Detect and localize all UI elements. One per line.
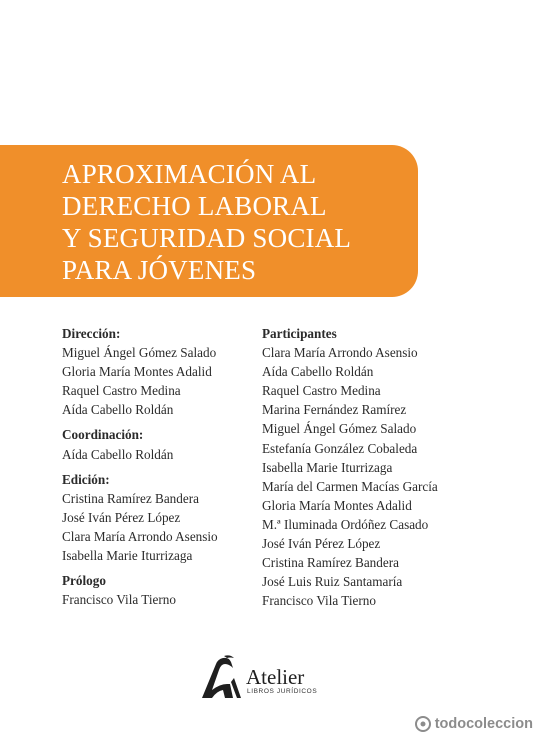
person-name: Aída Cabello Roldán — [62, 402, 174, 418]
person-name: Isabella Marie Iturrizaga — [262, 459, 393, 475]
person-name: Estefanía González Cobaleda — [262, 440, 418, 456]
watermark-text: todocoleccion — [434, 716, 533, 732]
person-name: Aída Cabello Roldán — [62, 446, 174, 462]
person-name: Aída Cabello Roldán — [262, 364, 374, 380]
section-heading: Prólogo — [62, 573, 106, 589]
section-heading: Edición: — [62, 471, 110, 487]
credits-left-column — [62, 324, 257, 615]
person-name: Miguel Ángel Gómez Salado — [262, 421, 417, 437]
section-edicion — [62, 470, 257, 565]
person-name: José Luis Ruiz Santamaría — [262, 574, 403, 590]
title-line: PARA JÓVENES — [62, 255, 257, 285]
credits-right-column — [262, 324, 532, 610]
person-name: Clara María Arrondo Asensio — [62, 528, 218, 544]
title-line: DERECHO LABORAL — [62, 191, 327, 221]
person-name: Raquel Castro Medina — [262, 383, 381, 399]
person-name: Francisco Vila Tierno — [62, 592, 176, 608]
title-line: APROXIMACIÓN AL — [62, 159, 317, 189]
section-heading: Dirección: — [62, 326, 121, 341]
person-name: Gloria María Montes Adalid — [62, 364, 212, 380]
person-name: Isabella Marie Iturrizaga — [62, 548, 193, 564]
person-name: Clara María Arrondo Asensio — [262, 345, 418, 361]
person-name: Marina Fernández Ramírez — [262, 402, 407, 418]
person-name: Miguel Ángel Gómez Salado — [62, 345, 217, 361]
section-coordinacion — [62, 425, 257, 463]
todocoleccion-logo-icon — [415, 716, 431, 732]
section-heading: Coordinación: — [62, 427, 144, 443]
section-prologo — [62, 571, 257, 609]
watermark — [415, 716, 533, 732]
person-name: Gloria María Montes Adalid — [262, 497, 412, 513]
section-direccion — [62, 324, 257, 419]
publisher-logo — [200, 654, 350, 706]
publisher-name: Atelier — [246, 665, 305, 689]
atelier-a-logo-icon — [200, 654, 242, 700]
person-name: M.ª Iluminada Ordóñez Casado — [262, 516, 429, 532]
publisher-subtitle: LIBROS JURÍDICOS — [247, 688, 318, 695]
title-line: Y SEGURIDAD SOCIAL — [62, 223, 352, 253]
person-name: Raquel Castro Medina — [62, 383, 181, 399]
person-name: Cristina Ramírez Bandera — [262, 555, 399, 571]
person-name: José Iván Pérez López — [62, 509, 181, 525]
section-heading: Participantes — [262, 326, 337, 341]
person-name: Francisco Vila Tierno — [262, 593, 376, 609]
person-name: José Iván Pérez López — [262, 536, 381, 552]
book-title — [62, 158, 407, 286]
person-name: María del Carmen Macías García — [262, 478, 438, 494]
person-name: Cristina Ramírez Bandera — [62, 490, 199, 506]
